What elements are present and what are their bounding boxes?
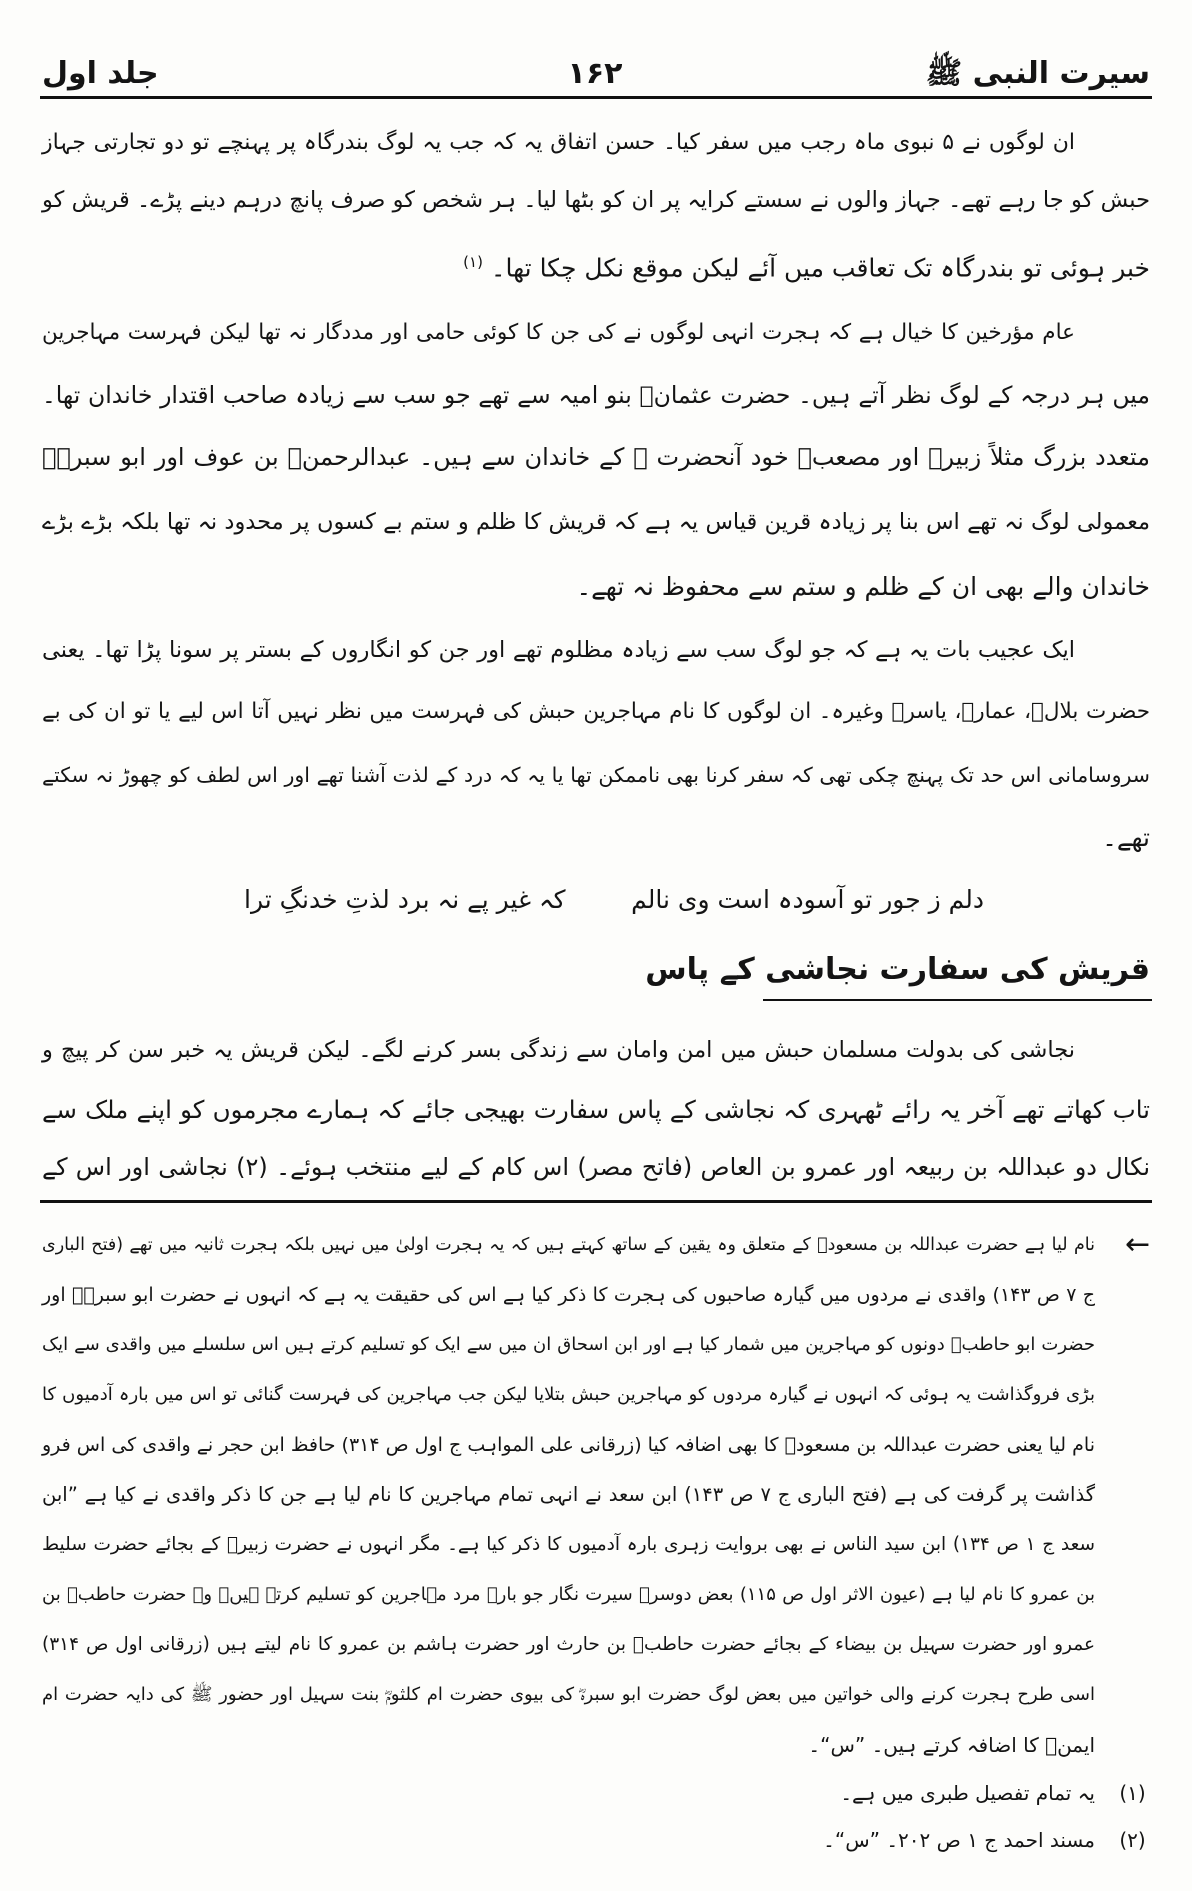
text-line: نجاشی کی بدولت مسلمان حبش میں امن وامان سے زندگی بسر کرنے لگے۔ لیکن قریش یہ خبر سن کر پیچ و — [42, 1037, 1075, 1063]
page-number: ۱۶۲ — [567, 56, 623, 91]
footnote-number: (۱) — [1119, 1781, 1146, 1805]
text-line: خاندان والے بھی ان کے ظلم و ستم سے محفوظ نہ تھے۔ — [576, 572, 1150, 601]
text-line: تاب کھاتے تھے آخر یہ رائے ٹھہری کہ نجاشی کے پاس سفارت بھیجی جائے کہ ہمارے مجرموں کو اپنے ملک سے — [42, 1095, 1150, 1124]
text-line: ان لوگوں نے ۵ نبوی ماہ رجب میں سفر کیا۔ حسن اتفاق یہ کہ جب یہ لوگ بندرگاہ پر پہنچے تو دو تجارتی جہاز — [42, 130, 1075, 155]
footnote-number: (۲) — [1119, 1828, 1146, 1852]
footnote-mark-1[interactable]: (۱) — [463, 253, 483, 271]
footnote-line: عمرو اور حضرت سہیل بن بیضاء کے بجائے حضرت حاطبؓ بن حارث اور حضرت ہاشم بن عمرو کا نام لیتے ہیں (زرقانی اول ص ۳۱۴) — [42, 1634, 1095, 1655]
text-line: متعدد بزرگ مثلاً زبیرؓ اور مصعبؓ خود آنحضرت ﷺ کے خاندان سے ہیں۔ عبدالرحمنؓ بن عوف اور ابو سبرہؓ — [42, 443, 1150, 471]
text-line: عام مؤرخین کا خیال ہے کہ ہجرت انہی لوگوں نے کی جن کا کوئی حامی اور مددگار نہ تھا لیکن فہرست مہاجرین — [42, 320, 1075, 345]
footnote-line: ایمنؓ کا اضافہ کرتے ہیں۔ ”س“۔ — [808, 1733, 1095, 1757]
section-heading: قریش کی سفارت نجاشی کے پاس — [645, 952, 1150, 987]
book-title: سیرت النبی ﷺ — [925, 56, 1150, 91]
text-line: سروسامانی اس حد تک پہنچ چکی تھی کہ سفر کرنا بھی ناممکن تھا یا یہ کہ درد کے لذت آشنا تھے اور اس لطف کو چھوڑ نہ سکتے — [42, 763, 1150, 787]
footnote-text: مسند احمد ج ۱ ص ۲۰۲۔ ”س“۔ — [823, 1828, 1095, 1852]
text-line: حضرت بلالؓ، عمارؓ، یاسرؓ وغیرہ۔ ان لوگوں کا نام مہاجرین حبش کی فہرست میں نظر نہیں آتا اس لیے یا تو ان کی بے — [42, 699, 1150, 724]
couplet-first-hemistich: دلم ز جور تو آسودہ است وی نالم — [631, 885, 984, 914]
footnote-line: بن عمرو کا نام لیا ہے (عیون الاثر اول ص ۱۱۵) بعض دوسرے سیرت نگار جو بارہ مرد مہاجرین کو تسلیم کرتے ہیں۔ وہ حضرت حاطبؓ بن — [42, 1584, 1095, 1605]
text-line: میں ہر درجہ کے لوگ نظر آتے ہیں۔ حضرت عثمانؓ بنو امیہ سے تھے جو سب سے زیادہ صاحب اقتدار خاندان تھا۔ — [42, 381, 1150, 409]
header-rule — [40, 96, 1152, 99]
text-line — [42, 231, 1150, 293]
footnote-line: نام لیا یعنی حضرت عبداللہ بن مسعودؓ کا بھی اضافہ کیا (زرقانی علی المواہب ج اول ص ۳۱۴) حافظ ابن حجر نے واقدی کی اس فرو — [42, 1434, 1095, 1456]
text-line: ایک عجیب بات یہ ہے کہ جو لوگ سب سے زیادہ مظلوم تھے اور جن کو انگاروں کے بستر پر سونا پڑا تھا۔ یعنی — [42, 637, 1075, 663]
couplet-second-hemistich: کہ غیر پے نہ برد لذتِ خدنگِ ترا — [244, 885, 566, 914]
footnote-line: گذاشت پر گرفت کی ہے (فتح الباری ج ۷ ص ۱۴۳) ابن سعد نے انہی تمام مہاجرین کا نام لیا ہے جن کا ذکر واقدی نے کیا ہے ”ابن — [42, 1483, 1095, 1506]
text-line: نکال دو عبداللہ بن ربیعہ اور عمرو بن العاص (فاتح مصر) اس کام کے لیے منتخب ہوئے۔ (۲) نجاشی اور اس کے — [42, 1153, 1150, 1181]
arrow-left-icon: ← — [1125, 1227, 1151, 1262]
volume-label: جلد اول — [42, 56, 159, 91]
footnote-line: نام لیا ہے حضرت عبداللہ بن مسعودؓ کے متعلق وہ یقین کے ساتھ کہتے ہیں کہ یہ ہجرت اولیٰ میں نہیں بلکہ ہجرت ثانیہ میں تھے (فتح الباری — [42, 1235, 1095, 1255]
text-line: تھے۔ — [1102, 823, 1150, 852]
footnote-line: اسی طرح ہجرت کرنے والی خواتین میں بعض لوگ حضرت ابو سبرہؓ کی بیوی حضرت ام کلثومؓ بنت سہیل اور حضور ﷺ کی دایہ حضرت ام — [42, 1684, 1095, 1705]
text-line: معمولی لوگ نہ تھے اس بنا پر زیادہ قرین قیاس یہ ہے کہ قریش کا ظلم و ستم بے کسوں پر محدود نہ تھا بلکہ بڑے بڑے — [42, 509, 1150, 535]
footnote-separator — [40, 1200, 1152, 1203]
footnote-line: ج ۷ ص ۱۴۳) واقدی نے مردوں میں گیارہ صاحبوں کی ہجرت کا ذکر کیا ہے اس کی حقیقت یہ ہے کہ انہوں نے حضرت ابو سبرہؓ اور — [42, 1284, 1095, 1306]
text-line-content: خبر ہوئی تو بندرگاہ تک تعاقب میں آئے لیکن موقع نکل چکا تھا۔ — [490, 253, 1150, 283]
footnote-text: یہ تمام تفصیل طبری میں ہے۔ — [840, 1781, 1095, 1805]
heading-underline — [763, 999, 1152, 1001]
footnote-line: سعد ج ۱ ص ۱۳۴) ابن سید الناس نے بھی بروایت زہری بارہ آدمیوں کا ذکر کیا ہے۔ مگر انہوں نے حضرت زبیرؓ کے بجائے حضرت سلیط — [42, 1534, 1095, 1555]
footnote-line: بڑی فروگذاشت یہ ہوئی کہ انہوں نے گیارہ مردوں کو مہاجرین حبش بتلایا لیکن جب مہاجرین کی فہرست گنائی تو اس میں بارہ آدمیوں کا — [42, 1384, 1095, 1405]
text-line: حبش کو جا رہے تھے۔ جہاز والوں نے سستے کرایہ پر ان کو بٹھا لیا۔ ہر شخص کو صرف پانچ درہم دینے پڑے۔ قریش کو — [42, 187, 1150, 213]
footnote-line: حضرت ابو حاطبؓ دونوں کو مہاجرین میں شمار کیا ہے اور ابن اسحاق ان میں سے ایک کو تسلیم کرتے ہیں اس سلسلے میں واقدی سے ایک — [42, 1334, 1095, 1355]
